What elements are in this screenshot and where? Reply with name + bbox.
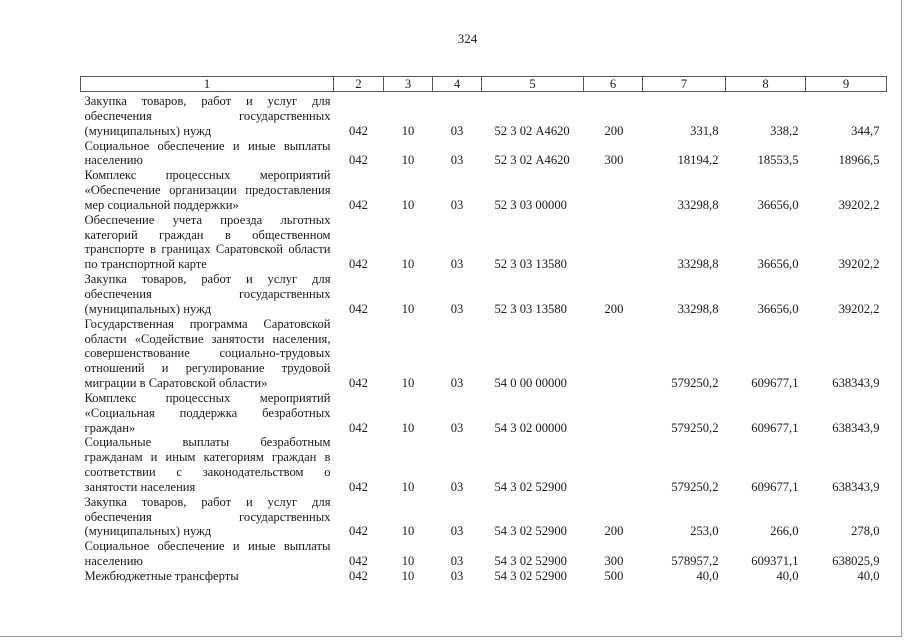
amount-year-1: 33298,8 [677,257,719,272]
table-row [81,168,887,213]
row-name: Государственная программа Саратовской области «Содействие занятости населения, совершенствование социально-трудовых отношений и регулирование трудовой миграции в Саратовской области» [84,316,331,391]
target-article: 54 0 00 00000 [494,376,567,391]
expense-type [584,317,643,391]
table-row [81,272,887,317]
amount-year-1: 18194,2 [677,153,719,168]
target-article: 52 3 03 13580 [494,257,567,272]
amount-year-3: 39202,2 [838,301,880,316]
amount-year-3: 40,0 [857,569,880,583]
ministry-code: 042 [349,524,368,539]
section: 10 [401,524,415,539]
section: 10 [401,479,415,494]
page-number: 324 [457,31,478,46]
amount-year-2: 609677,1 [751,479,799,494]
row-name: Закупка товаров, работ и услуг для обеспечения государственных (муниципальных) нужд [84,272,331,316]
amount-year-1: 253,0 [690,524,719,539]
subsection: 03 [450,554,464,569]
row-name: Закупка товаров, работ и услуг для обеспечения государственных (муниципальных) нужд [84,94,331,138]
section: 10 [401,301,415,316]
ministry-code: 042 [349,123,368,138]
amount-year-2: 36656,0 [757,301,799,316]
subsection: 03 [450,524,464,539]
amount-year-3: 344,7 [851,123,880,138]
section: 10 [401,257,415,272]
amount-year-3: 278,0 [851,524,880,539]
table-row [81,213,887,272]
table-row [81,569,887,584]
header-row [81,77,887,92]
row-name: Социальное обеспечение и иные выплаты населению [84,138,331,168]
subsection: 03 [450,197,464,212]
amount-year-3: 39202,2 [838,257,880,272]
target-article: 54 3 02 52900 [494,554,567,569]
expense-type: 200 [604,524,624,539]
section: 10 [401,123,415,138]
table-row [81,391,887,436]
expense-type [584,168,643,213]
amount-year-2: 338,2 [770,123,799,138]
target-article: 54 3 02 52900 [494,479,567,494]
header-col-4: 4 [433,77,482,92]
amount-year-2: 18553,5 [757,153,799,168]
table-row [81,317,887,391]
amount-year-2: 40,0 [776,569,799,583]
expense-type: 500 [604,569,624,583]
amount-year-2: 36656,0 [757,257,799,272]
subsection: 03 [450,376,464,391]
amount-year-2: 36656,0 [757,197,799,212]
amount-year-1: 40,0 [696,569,719,583]
target-article: 54 3 02 00000 [494,420,567,435]
subsection: 03 [450,301,464,316]
row-name: Закупка товаров, работ и услуг для обеспечения государственных (муниципальных) нужд [84,494,331,539]
header-col-6: 6 [584,77,643,92]
header-col-8: 8 [726,77,806,92]
expense-type [584,213,643,272]
expense-type: 200 [604,301,624,316]
table-row [81,435,887,494]
amount-year-3: 638343,9 [832,479,880,494]
amount-year-1: 33298,8 [677,197,719,212]
amount-year-1: 33298,8 [677,301,719,316]
subsection: 03 [450,420,464,435]
amount-year-2: 609677,1 [751,420,799,435]
header-col-2: 2 [334,77,384,92]
target-article: 52 3 02 А4620 [494,153,570,168]
table-body [81,92,887,584]
table-row [81,539,887,569]
target-article: 54 3 02 52900 [494,569,567,583]
section: 10 [401,153,415,168]
amount-year-3: 638343,9 [832,420,880,435]
amount-year-3: 638343,9 [832,376,880,391]
ministry-code: 042 [349,376,368,391]
target-article: 54 3 02 52900 [494,524,567,539]
ministry-code: 042 [349,257,368,272]
section: 10 [401,554,415,569]
target-article: 52 3 03 00000 [494,197,567,212]
amount-year-1: 579250,2 [671,479,719,494]
row-name: Социальные выплаты безработным гражданам и иным категориям граждан в соответствии с законодательством о занятости населения [84,435,331,494]
table-row [81,92,887,139]
expense-type [584,435,643,494]
header-col-9: 9 [806,77,887,92]
amount-year-2: 266,0 [770,524,799,539]
amount-year-1: 331,8 [690,123,719,138]
ministry-code: 042 [349,569,368,583]
expense-type: 200 [604,123,624,138]
section: 10 [401,569,415,583]
row-name: Социальное обеспечение и иные выплаты населению [84,539,331,569]
target-article: 52 3 02 А4620 [494,123,570,138]
subsection: 03 [450,569,464,583]
expense-type: 300 [604,554,624,569]
expense-type [584,391,643,436]
section: 10 [401,420,415,435]
amount-year-3: 638025,9 [832,554,880,569]
expense-type: 300 [604,153,624,168]
amount-year-3: 18966,5 [838,153,880,168]
budget-table [80,76,887,584]
subsection: 03 [450,153,464,168]
ministry-code: 042 [349,479,368,494]
row-name: Комплекс процессных мероприятий «Обеспечение организации предоставления мер социальной поддержки» [84,168,331,212]
row-name: Обеспечение учета проезда льготных категорий граждан в общественном транспорте в границах Саратовской области по транспортной карте [84,212,331,272]
ministry-code: 042 [349,554,368,569]
row-name: Комплекс процессных мероприятий «Социальная поддержка безработных граждан» [84,390,331,435]
header-col-1: 1 [81,77,334,92]
subsection: 03 [450,123,464,138]
amount-year-3: 39202,2 [838,197,880,212]
amount-year-1: 578957,2 [671,554,719,569]
ministry-code: 042 [349,301,368,316]
header-col-3: 3 [384,77,433,92]
ministry-code: 042 [349,420,368,435]
row-name: Межбюджетные трансферты [84,569,239,583]
table-row [81,139,887,169]
ministry-code: 042 [349,153,368,168]
ministry-code: 042 [349,197,368,212]
amount-year-2: 609677,1 [751,376,799,391]
subsection: 03 [450,479,464,494]
header-col-5: 5 [482,77,584,92]
section: 10 [401,376,415,391]
header-col-7: 7 [643,77,726,92]
subsection: 03 [450,257,464,272]
table-row [81,495,887,540]
target-article: 52 3 03 13580 [494,301,567,316]
amount-year-2: 609371,1 [751,554,799,569]
section: 10 [401,197,415,212]
amount-year-1: 579250,2 [671,420,719,435]
amount-year-1: 579250,2 [671,376,719,391]
